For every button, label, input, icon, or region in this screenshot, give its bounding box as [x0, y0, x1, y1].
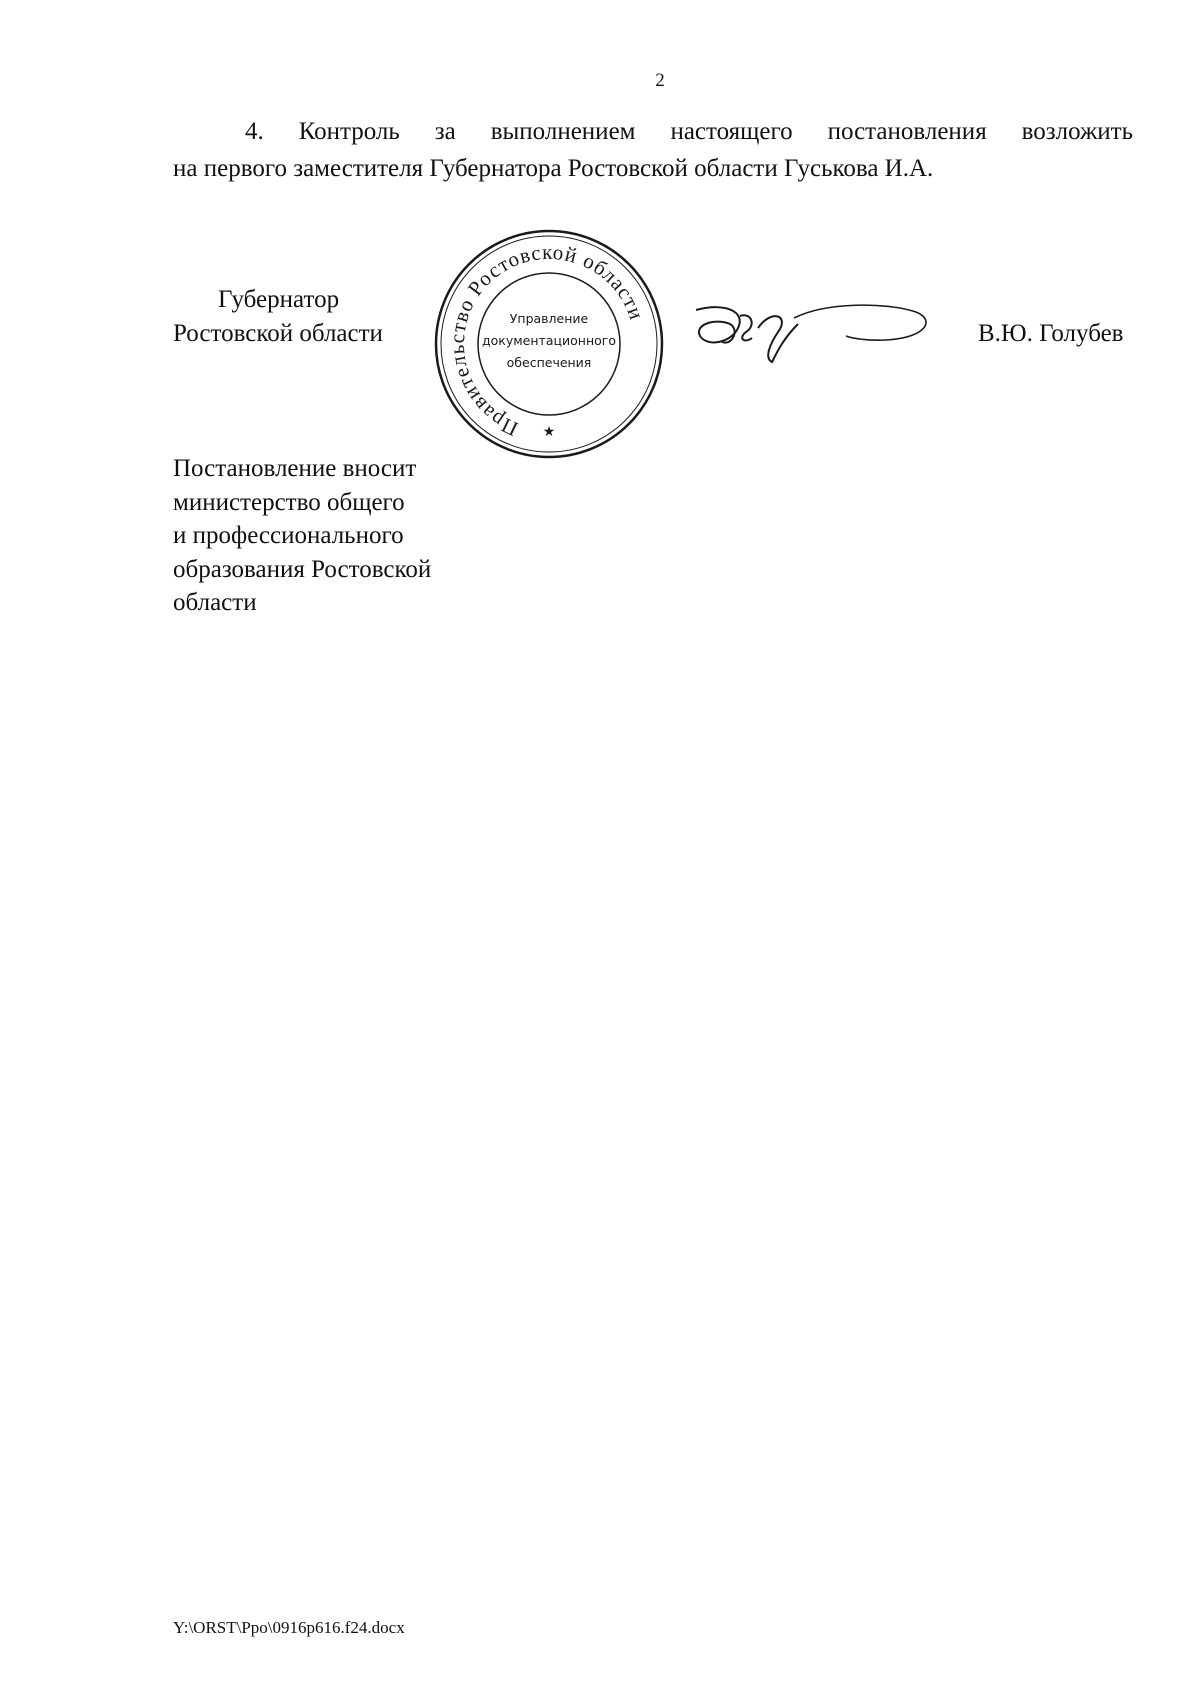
seal-inner-line-2: документационного: [482, 333, 616, 348]
seal-inner-line-1: Управление: [509, 311, 589, 326]
submitter-line: министерство общего: [173, 488, 405, 516]
submitter-line: Постановление вносит: [173, 455, 417, 482]
submitter-line: образования Ростовской: [173, 555, 432, 583]
paragraph-line-1: 4. Контроль за выполнением настоящего постановления возложить: [245, 118, 1133, 145]
signatory-title-line-1: Губернатор: [218, 286, 340, 313]
submitter-line: области: [173, 589, 257, 616]
control-paragraph: [173, 113, 1133, 187]
page-number: 2: [655, 70, 665, 91]
submitter-block: [173, 452, 431, 620]
paragraph-line-2: на первого заместителя Губернатора Ростовской области Гуськова И.А.: [173, 155, 934, 182]
signer-name: В.Ю. Голубев: [978, 320, 1124, 347]
seal-outer-text: Правительство Ростовской области: [444, 239, 650, 442]
footer-file-path: Y:\ORST\Ppo\0916p616.f24.docx: [173, 1618, 405, 1637]
signatory-title-line-2: Ростовской области: [173, 320, 383, 347]
seal-star-icon: ★: [542, 424, 556, 440]
official-seal: [433, 228, 665, 460]
submitter-line: и профессионального: [173, 522, 404, 549]
handwritten-signature: [686, 298, 936, 368]
seal-inner-line-3: обеспечения: [506, 355, 592, 370]
